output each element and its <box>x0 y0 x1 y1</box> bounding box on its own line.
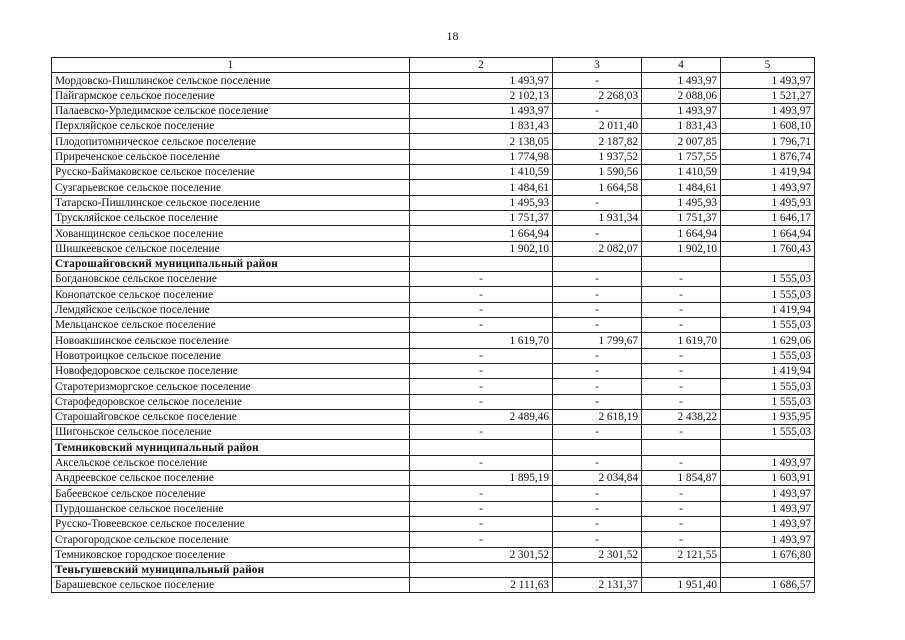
value-cell-col2: 1 751,37 <box>410 210 553 225</box>
settlement-name: Татарско-Пишлинское сельское поселение <box>52 195 410 210</box>
value-cell-col3: - <box>553 348 642 363</box>
value-cell-col3: 1 664,58 <box>553 180 642 195</box>
value-cell-col3: - <box>553 516 642 531</box>
value-cell-col4: - <box>642 379 721 394</box>
district-name: Теньгушевский муниципальный район <box>52 562 410 577</box>
table-row <box>52 532 815 547</box>
header-cell-5: 5 <box>721 58 815 73</box>
value-cell-col3: - <box>553 195 642 210</box>
value-cell-col2: 2 111,63 <box>410 578 553 593</box>
table-row <box>52 471 815 486</box>
value-cell-col5: 1 495,93 <box>721 195 815 210</box>
settlement-name: Мордовско-Пишлинское сельское поселение <box>52 73 410 88</box>
settlement-name: Старогородское сельское поселение <box>52 532 410 547</box>
value-cell-col5: 1 555,03 <box>721 379 815 394</box>
settlement-name: Темниковское городское поселение <box>52 547 410 562</box>
empty-cell <box>410 256 553 271</box>
value-cell-col2: - <box>410 394 553 409</box>
value-cell-col5: 1 419,94 <box>721 302 815 317</box>
settlement-name: Новотроицкое сельское поселение <box>52 348 410 363</box>
table-row <box>52 88 815 103</box>
value-cell-col5: 1 555,03 <box>721 348 815 363</box>
settlement-name: Новоакшинское сельское поселение <box>52 333 410 348</box>
settlement-name: Бабеевское сельское поселение <box>52 486 410 501</box>
district-header-row <box>52 562 815 577</box>
table-row <box>52 348 815 363</box>
value-cell-col5: 1 521,27 <box>721 88 815 103</box>
value-cell-col4: - <box>642 348 721 363</box>
settlement-name: Андреевское сельское поселение <box>52 471 410 486</box>
value-cell-col5: 1 603,91 <box>721 471 815 486</box>
value-cell-col4: - <box>642 425 721 440</box>
district-header-row <box>52 256 815 271</box>
settlement-name: Русско-Тювеевское сельское поселение <box>52 516 410 531</box>
table-row <box>52 119 815 134</box>
value-cell-col2: 2 102,13 <box>410 88 553 103</box>
value-cell-col4: - <box>642 318 721 333</box>
value-cell-col4: 1 854,87 <box>642 471 721 486</box>
settlement-name: Богдановское сельское поселение <box>52 272 410 287</box>
value-cell-col4: - <box>642 486 721 501</box>
value-cell-col3: - <box>553 455 642 470</box>
settlement-name: Аксельское сельское поселение <box>52 455 410 470</box>
empty-cell <box>642 440 721 455</box>
table-header-row <box>52 58 815 73</box>
empty-cell <box>721 440 815 455</box>
value-cell-col5: 1 493,97 <box>721 532 815 547</box>
value-cell-col4: 1 951,40 <box>642 578 721 593</box>
table-row <box>52 134 815 149</box>
value-cell-col4: - <box>642 455 721 470</box>
value-cell-col2: 1 410,59 <box>410 165 553 180</box>
value-cell-col5: 1 555,03 <box>721 287 815 302</box>
value-cell-col5: 1 555,03 <box>721 425 815 440</box>
value-cell-col5: 1 555,03 <box>721 318 815 333</box>
settlement-name: Старошайговское сельское поселение <box>52 409 410 424</box>
tariff-table <box>51 57 815 593</box>
value-cell-col5: 1 493,97 <box>721 180 815 195</box>
value-cell-col4: 2 438,22 <box>642 409 721 424</box>
value-cell-col3: - <box>553 272 642 287</box>
value-cell-col2: - <box>410 379 553 394</box>
value-cell-col5: 1 419,94 <box>721 363 815 378</box>
settlement-name: Шишкеевское сельское поселение <box>52 241 410 256</box>
table-row <box>52 287 815 302</box>
value-cell-col4: 1 493,97 <box>642 103 721 118</box>
settlement-name: Конопатское сельское поселение <box>52 287 410 302</box>
table-row <box>52 379 815 394</box>
value-cell-col2: 1 493,97 <box>410 73 553 88</box>
value-cell-col2: - <box>410 501 553 516</box>
value-cell-col4: 1 664,94 <box>642 226 721 241</box>
table-row <box>52 318 815 333</box>
value-cell-col3: - <box>553 394 642 409</box>
empty-cell <box>410 562 553 577</box>
value-cell-col4: 2 121,55 <box>642 547 721 562</box>
value-cell-col4: 2 088,06 <box>642 88 721 103</box>
value-cell-col3: - <box>553 486 642 501</box>
table-row <box>52 226 815 241</box>
table-row <box>52 149 815 164</box>
table-row <box>52 180 815 195</box>
value-cell-col5: 1 493,97 <box>721 455 815 470</box>
value-cell-col2: 1 619,70 <box>410 333 553 348</box>
value-cell-col2: - <box>410 318 553 333</box>
table-row <box>52 195 815 210</box>
value-cell-col3: 2 011,40 <box>553 119 642 134</box>
empty-cell <box>410 440 553 455</box>
table-row <box>52 516 815 531</box>
value-cell-col5: 1 419,94 <box>721 165 815 180</box>
settlement-name: Новофедоровское сельское поселение <box>52 363 410 378</box>
value-cell-col5: 1 629,06 <box>721 333 815 348</box>
value-cell-col4: 1 757,55 <box>642 149 721 164</box>
page-number: 18 <box>446 29 459 43</box>
value-cell-col5: 1 493,97 <box>721 486 815 501</box>
value-cell-col3: - <box>553 501 642 516</box>
value-cell-col2: - <box>410 302 553 317</box>
settlement-name: Перхляйское сельское поселение <box>52 119 410 134</box>
value-cell-col2: 1 495,93 <box>410 195 553 210</box>
value-cell-col4: 1 619,70 <box>642 333 721 348</box>
value-cell-col2: 1 664,94 <box>410 226 553 241</box>
value-cell-col5: 1 876,74 <box>721 149 815 164</box>
table-row <box>52 547 815 562</box>
value-cell-col2: - <box>410 486 553 501</box>
header-cell-2: 2 <box>410 58 553 73</box>
value-cell-col2: - <box>410 455 553 470</box>
table-row <box>52 165 815 180</box>
value-cell-col4: - <box>642 363 721 378</box>
settlement-name: Палаевско-Урледимское сельское поселение <box>52 103 410 118</box>
value-cell-col3: 1 590,56 <box>553 165 642 180</box>
header-cell-3: 3 <box>553 58 642 73</box>
value-cell-col3: - <box>553 73 642 88</box>
value-cell-col2: 1 895,19 <box>410 471 553 486</box>
value-cell-col3: 1 931,34 <box>553 210 642 225</box>
value-cell-col5: 1 493,97 <box>721 516 815 531</box>
settlement-name: Сузгарьевское сельское поселение <box>52 180 410 195</box>
settlement-name: Старотеризморгское сельское поселение <box>52 379 410 394</box>
value-cell-col4: 2 007,85 <box>642 134 721 149</box>
value-cell-col2: - <box>410 516 553 531</box>
value-cell-col4: - <box>642 272 721 287</box>
table-row <box>52 486 815 501</box>
value-cell-col3: - <box>553 302 642 317</box>
value-cell-col4: 1 410,59 <box>642 165 721 180</box>
value-cell-col4: - <box>642 287 721 302</box>
settlement-name: Шигоньское сельское поселение <box>52 425 410 440</box>
value-cell-col2: 1 774,98 <box>410 149 553 164</box>
value-cell-col3: 1 799,67 <box>553 333 642 348</box>
value-cell-col3: 2 131,37 <box>553 578 642 593</box>
table-row <box>52 363 815 378</box>
value-cell-col2: - <box>410 348 553 363</box>
settlement-name: Лемдяйское сельское поселение <box>52 302 410 317</box>
value-cell-col2: 2 301,52 <box>410 547 553 562</box>
empty-cell <box>642 562 721 577</box>
value-cell-col5: 1 493,97 <box>721 73 815 88</box>
value-cell-col5: 1 760,43 <box>721 241 815 256</box>
value-cell-col5: 1 796,71 <box>721 134 815 149</box>
table-row <box>52 501 815 516</box>
value-cell-col4: - <box>642 394 721 409</box>
value-cell-col2: 2 138,05 <box>410 134 553 149</box>
value-cell-col4: 1 493,97 <box>642 73 721 88</box>
value-cell-col3: - <box>553 425 642 440</box>
district-name: Старошайговский муниципальный район <box>52 256 410 271</box>
table-row <box>52 103 815 118</box>
value-cell-col4: 1 831,43 <box>642 119 721 134</box>
empty-cell <box>553 440 642 455</box>
value-cell-col5: 1 935,95 <box>721 409 815 424</box>
value-cell-col2: - <box>410 363 553 378</box>
table-row <box>52 455 815 470</box>
settlement-name: Пайгармское сельское поселение <box>52 88 410 103</box>
value-cell-col4: - <box>642 532 721 547</box>
value-cell-col3: - <box>553 532 642 547</box>
value-cell-col2: 2 489,46 <box>410 409 553 424</box>
header-cell-4: 4 <box>642 58 721 73</box>
settlement-name: Пурдошанское сельское поселение <box>52 501 410 516</box>
value-cell-col2: 1 902,10 <box>410 241 553 256</box>
value-cell-col5: 1 555,03 <box>721 394 815 409</box>
table-row <box>52 425 815 440</box>
value-cell-col5: 1 555,03 <box>721 272 815 287</box>
empty-cell <box>721 562 815 577</box>
value-cell-col4: 1 484,61 <box>642 180 721 195</box>
value-cell-col3: 2 301,52 <box>553 547 642 562</box>
district-header-row <box>52 440 815 455</box>
header-cell-1: 1 <box>52 58 410 73</box>
value-cell-col2: - <box>410 425 553 440</box>
table-row <box>52 73 815 88</box>
table-row <box>52 394 815 409</box>
value-cell-col3: 2 034,84 <box>553 471 642 486</box>
table-row <box>52 302 815 317</box>
value-cell-col3: - <box>553 363 642 378</box>
settlement-name: Плодопитомническое сельское поселение <box>52 134 410 149</box>
value-cell-col5: 1 646,17 <box>721 210 815 225</box>
value-cell-col4: - <box>642 516 721 531</box>
value-cell-col3: 2 082,07 <box>553 241 642 256</box>
value-cell-col5: 1 608,10 <box>721 119 815 134</box>
value-cell-col2: 1 484,61 <box>410 180 553 195</box>
table-row <box>52 210 815 225</box>
empty-cell <box>553 256 642 271</box>
settlement-name: Русско-Баймаковское сельское поселение <box>52 165 410 180</box>
value-cell-col2: 1 493,97 <box>410 103 553 118</box>
value-cell-col3: 2 618,19 <box>553 409 642 424</box>
value-cell-col2: - <box>410 532 553 547</box>
value-cell-col5: 1 676,80 <box>721 547 815 562</box>
settlement-name: Трускляйское сельское поселение <box>52 210 410 225</box>
settlement-name: Мельцанское сельское поселение <box>52 318 410 333</box>
value-cell-col3: 2 187,82 <box>553 134 642 149</box>
value-cell-col2: - <box>410 272 553 287</box>
table-row <box>52 578 815 593</box>
table-row <box>52 409 815 424</box>
empty-cell <box>642 256 721 271</box>
value-cell-col5: 1 686,57 <box>721 578 815 593</box>
value-cell-col2: 1 831,43 <box>410 119 553 134</box>
table-row <box>52 241 815 256</box>
value-cell-col3: - <box>553 103 642 118</box>
value-cell-col3: - <box>553 379 642 394</box>
value-cell-col3: - <box>553 287 642 302</box>
value-cell-col4: 1 902,10 <box>642 241 721 256</box>
value-cell-col5: 1 664,94 <box>721 226 815 241</box>
value-cell-col3: - <box>553 226 642 241</box>
district-name: Темниковский муниципальный район <box>52 440 410 455</box>
value-cell-col4: - <box>642 302 721 317</box>
value-cell-col3: 1 937,52 <box>553 149 642 164</box>
settlement-name: Барашевское сельское поселение <box>52 578 410 593</box>
table-row <box>52 333 815 348</box>
value-cell-col5: 1 493,97 <box>721 501 815 516</box>
value-cell-col2: - <box>410 287 553 302</box>
value-cell-col4: 1 751,37 <box>642 210 721 225</box>
value-cell-col3: - <box>553 318 642 333</box>
empty-cell <box>553 562 642 577</box>
settlement-name: Старофедоровское сельское поселение <box>52 394 410 409</box>
value-cell-col4: 1 495,93 <box>642 195 721 210</box>
value-cell-col4: - <box>642 501 721 516</box>
settlement-name: Приреченское сельское поселение <box>52 149 410 164</box>
value-cell-col5: 1 493,97 <box>721 103 815 118</box>
settlement-name: Хованщинское сельское поселение <box>52 226 410 241</box>
empty-cell <box>721 256 815 271</box>
table-row <box>52 272 815 287</box>
value-cell-col3: 2 268,03 <box>553 88 642 103</box>
